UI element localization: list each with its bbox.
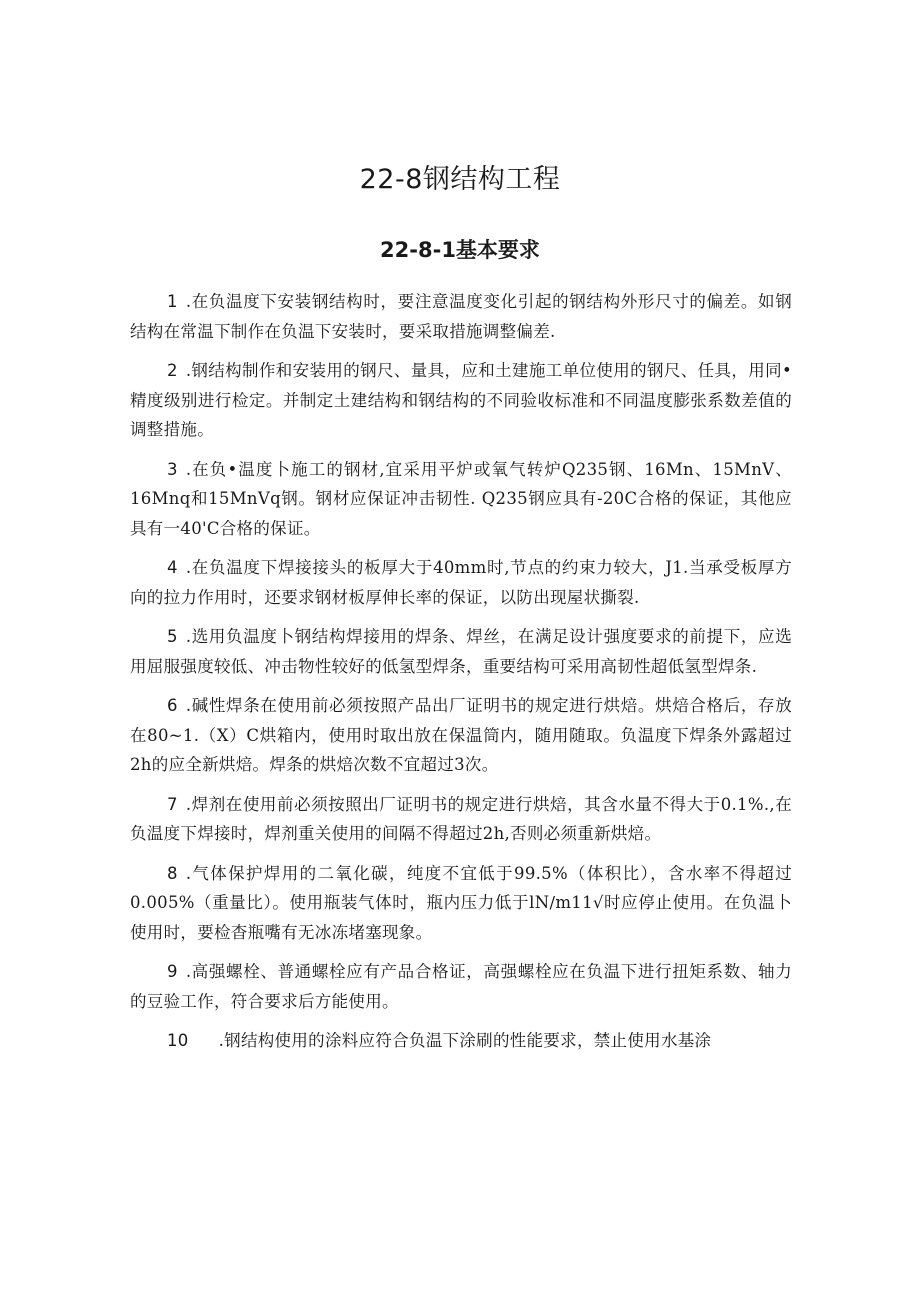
- document-body: [130, 287, 792, 1066]
- paragraph-text: .气体保护焊用的二氧化碳，纯度不宜低于99.5%（体积比），含水率不得超过0.005%（重量比）。使用瓶装气体时，瓶内压力低于lN∕m11√时应停止使用。在负温卜使用时，要检杳瓶嘴有无冰冻堵塞现象。: [130, 863, 792, 942]
- paragraph-number: 8: [167, 863, 178, 883]
- paragraph-number: 3: [167, 459, 178, 479]
- paragraph-number: 4: [167, 558, 178, 577]
- paragraph-text: .碱性焊条在使用前必须按照产品出厂证明书的规定进行烘焙。烘焙合格后，存放在80~1.（X）C烘箱内，使用时取出放在保温筒内，随用随取。负温度下焊条外露超过2h的应全新烘焙。焊条的烘焙次数不宜超过3次。: [130, 696, 792, 774]
- paragraph-2: [130, 356, 792, 445]
- paragraph-9: [130, 957, 792, 1016]
- paragraph-number: 1: [167, 292, 178, 311]
- paragraph-6: [130, 691, 792, 780]
- document-title: 22-8钢结构工程: [359, 164, 561, 195]
- paragraph-text: .在负温度下焊接接头的板厚大于40mm时,节点的约束力较大，J1.当承受板厚方向的拉力作用时，还要求钢材板厚伸长率的保证，以防出现屋状撕裂.: [130, 558, 792, 607]
- paragraph-4: [130, 553, 792, 612]
- paragraph-10: [130, 1026, 792, 1056]
- paragraph-number: 5: [167, 627, 178, 646]
- paragraph-text: .在负•温度卜施工的钢材,宜采用平炉或氧气转炉Q235钢、16Mn、15MnV、16Mnq和15MnVq钢。钢材应保证冲击韧性. Q235钢应具有-20C合格的保证，其他应具有一40'C合格的保证。: [130, 459, 792, 538]
- paragraph-8: [130, 859, 792, 948]
- paragraph-text: .高强螺栓、普通螺栓应有产品合格证，高强螺栓应在负温下进行扭矩系数、轴力的豆验工作，符合要求后方能使用。: [130, 962, 792, 1011]
- paragraph-5: [130, 622, 792, 681]
- paragraph-number: 7: [167, 794, 178, 814]
- paragraph-text: .钢结构使用的涂料应符合负温下涂刷的性能要求，禁止使用水基涂: [218, 1031, 712, 1050]
- paragraph-text: .焊剂在使用前必须按照出厂证明书的规定进行烘焙，其含水量不得大于0.1%.,在负温度下焊接时，焊剂重关使用的间隔不得超过2h,否则必须重新烘焙。: [130, 794, 792, 843]
- paragraph-3: [130, 455, 792, 544]
- paragraph-text: .在负温度下安装钢结构时，要注意温度变化引起的钢结构外形尺寸的偏差。如钢结构在常温下制作在负温下安装时，要采取措施调整偏差.: [130, 292, 792, 341]
- paragraph-number: 6: [167, 696, 178, 715]
- paragraph-number: 10: [167, 1031, 189, 1050]
- paragraph-number: 2: [167, 361, 178, 380]
- paragraph-number: 9: [167, 962, 178, 981]
- paragraph-text: .钢结构制作和安装用的钢尺、量具，应和土建施工单位使用的钢尺、任具，用同•精度级别进行检定。并制定土建结构和钢结构的不同验收标准和不同温度膨张系数差值的调整措施。: [130, 361, 792, 439]
- paragraph-text: .选用负温度卜钢结构焊接用的焊条、焊丝，在满足设计强度要求的前提下，应选用屈服强度较低、冲击物性较好的低氢型焊条，重要结构可采用高韧性超低氢型焊条.: [130, 627, 792, 676]
- section-heading: 22-8-1基本要求: [380, 238, 540, 262]
- paragraph-7: [130, 790, 792, 849]
- paragraph-1: [130, 287, 792, 346]
